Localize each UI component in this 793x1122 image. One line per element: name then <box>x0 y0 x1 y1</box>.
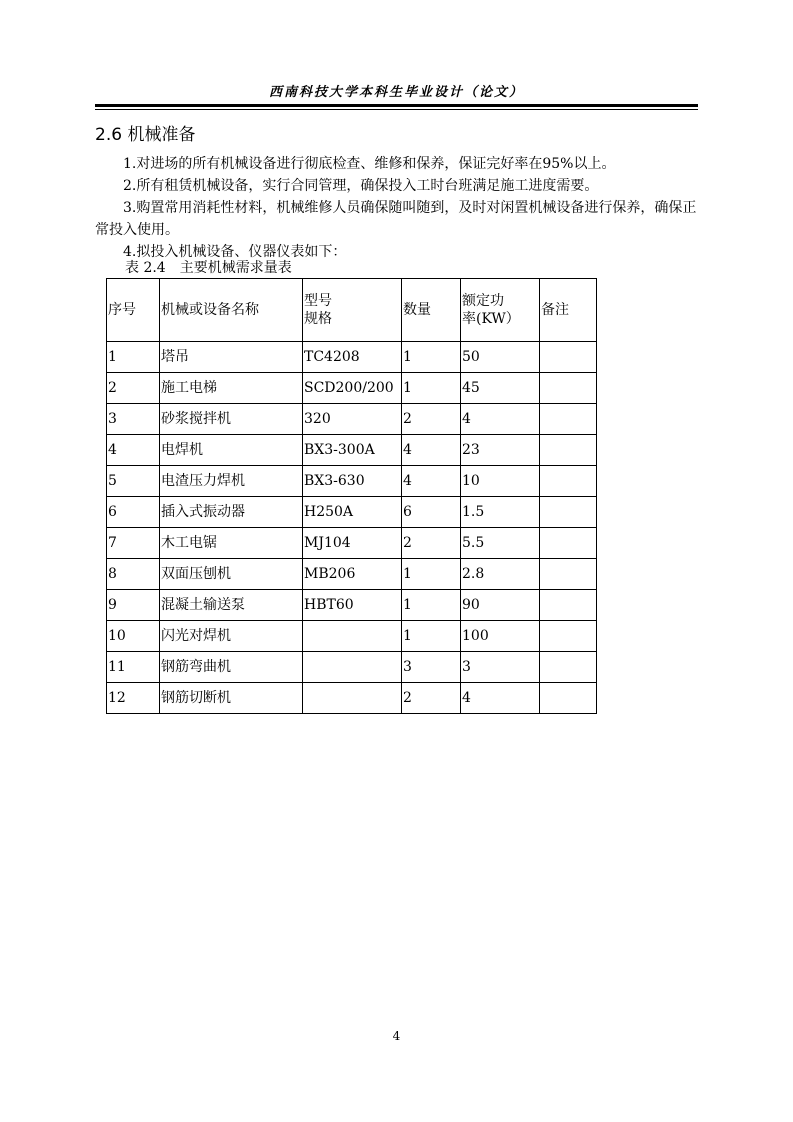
cell-model <box>303 652 402 683</box>
table-row <box>107 466 597 497</box>
table-row <box>107 590 597 621</box>
cell-name: 电焊机 <box>160 435 303 466</box>
cell-model: BX3-300A <box>303 435 402 466</box>
cell-name: 闪光对焊机 <box>160 621 303 652</box>
cell-qty: 1 <box>402 342 461 373</box>
table-row <box>107 559 597 590</box>
cell-note <box>540 404 597 435</box>
cell-model: MB206 <box>303 559 402 590</box>
cell-note <box>540 683 597 714</box>
machinery-table <box>106 278 597 714</box>
header-rule-thin <box>95 109 698 110</box>
cell-name: 钢筋弯曲机 <box>160 652 303 683</box>
cell-note <box>540 466 597 497</box>
cell-model: HBT60 <box>303 590 402 621</box>
cell-note <box>540 528 597 559</box>
cell-power: 100 <box>461 621 540 652</box>
cell-model: SCD200/200 <box>303 373 402 404</box>
cell-no: 8 <box>107 559 160 590</box>
cell-note <box>540 342 597 373</box>
cell-power: 10 <box>461 466 540 497</box>
cell-power: 2.8 <box>461 559 540 590</box>
paragraph-1: 1.对进场的所有机械设备进行彻底检查、维修和保养，保证完好率在95%以上。 <box>123 156 616 172</box>
header-model-line2: 规格 <box>304 311 332 327</box>
cell-qty: 1 <box>402 590 461 621</box>
cell-power: 4 <box>461 683 540 714</box>
cell-name: 插入式振动器 <box>160 497 303 528</box>
paragraph-3: 3.购置常用消耗性材料，机械维修人员确保随叫随到，及时对闲置机械设备进行保养，确保正常投入使用。 <box>95 200 697 238</box>
table-caption: 表 2.4 主要机械需求量表 <box>125 260 292 276</box>
cell-model <box>303 683 402 714</box>
running-header: 西南科技大学本科生毕业设计（论文） <box>268 85 524 100</box>
cell-power: 50 <box>461 342 540 373</box>
cell-no: 6 <box>107 497 160 528</box>
cell-note <box>540 373 597 404</box>
paragraph-4: 4.拟投入机械设备、仪器仪表如下： <box>123 244 347 260</box>
table-row <box>107 404 597 435</box>
table-row <box>107 342 597 373</box>
cell-model: MJ104 <box>303 528 402 559</box>
cell-qty: 2 <box>402 528 461 559</box>
cell-qty: 4 <box>402 435 461 466</box>
cell-no: 2 <box>107 373 160 404</box>
cell-model: H250A <box>303 497 402 528</box>
header-model <box>303 279 402 342</box>
cell-power: 4 <box>461 404 540 435</box>
cell-qty: 4 <box>402 466 461 497</box>
cell-no: 4 <box>107 435 160 466</box>
cell-note <box>540 497 597 528</box>
cell-no: 11 <box>107 652 160 683</box>
table-row <box>107 528 597 559</box>
cell-qty: 1 <box>402 559 461 590</box>
cell-power: 1.5 <box>461 497 540 528</box>
cell-power: 45 <box>461 373 540 404</box>
cell-name: 施工电梯 <box>160 373 303 404</box>
cell-no: 9 <box>107 590 160 621</box>
cell-name: 木工电锯 <box>160 528 303 559</box>
cell-note <box>540 590 597 621</box>
cell-power: 5.5 <box>461 528 540 559</box>
cell-model: TC4208 <box>303 342 402 373</box>
cell-model: BX3-630 <box>303 466 402 497</box>
cell-no: 5 <box>107 466 160 497</box>
cell-model <box>303 621 402 652</box>
cell-name: 电渣压力焊机 <box>160 466 303 497</box>
page-number: 4 <box>392 1029 401 1043</box>
header-name: 机械或设备名称 <box>160 279 303 342</box>
header-power <box>461 279 540 342</box>
cell-qty: 2 <box>402 683 461 714</box>
cell-note <box>540 621 597 652</box>
cell-name: 塔吊 <box>160 342 303 373</box>
cell-power: 90 <box>461 590 540 621</box>
header-qty: 数量 <box>402 279 461 342</box>
cell-qty: 2 <box>402 404 461 435</box>
cell-name: 双面压刨机 <box>160 559 303 590</box>
table-row <box>107 373 597 404</box>
section-title: 2.6 机械准备 <box>95 125 196 145</box>
cell-qty: 1 <box>402 621 461 652</box>
cell-note <box>540 435 597 466</box>
header-power-line1: 额定功 <box>462 293 504 309</box>
cell-name: 钢筋切断机 <box>160 683 303 714</box>
header-no: 序号 <box>107 279 160 342</box>
table-body <box>107 342 597 714</box>
header-power-line2: 率(KW） <box>462 311 520 327</box>
cell-qty: 1 <box>402 373 461 404</box>
cell-note <box>540 652 597 683</box>
table-row <box>107 497 597 528</box>
table-header-row <box>107 279 597 342</box>
cell-no: 7 <box>107 528 160 559</box>
cell-power: 3 <box>461 652 540 683</box>
table-row <box>107 652 597 683</box>
cell-no: 1 <box>107 342 160 373</box>
cell-qty: 3 <box>402 652 461 683</box>
cell-no: 12 <box>107 683 160 714</box>
cell-power: 23 <box>461 435 540 466</box>
cell-note <box>540 559 597 590</box>
table-row <box>107 435 597 466</box>
paragraph-2: 2.所有租赁机械设备，实行合同管理，确保投入工时台班满足施工进度需要。 <box>123 178 599 194</box>
cell-qty: 6 <box>402 497 461 528</box>
header-note: 备注 <box>540 279 597 342</box>
cell-name: 砂浆搅拌机 <box>160 404 303 435</box>
table-row <box>107 683 597 714</box>
table-row <box>107 621 597 652</box>
header-rule-thick <box>95 104 698 107</box>
cell-model: 320 <box>303 404 402 435</box>
cell-no: 10 <box>107 621 160 652</box>
cell-no: 3 <box>107 404 160 435</box>
cell-name: 混凝土输送泵 <box>160 590 303 621</box>
header-model-line1: 型号 <box>304 293 332 309</box>
